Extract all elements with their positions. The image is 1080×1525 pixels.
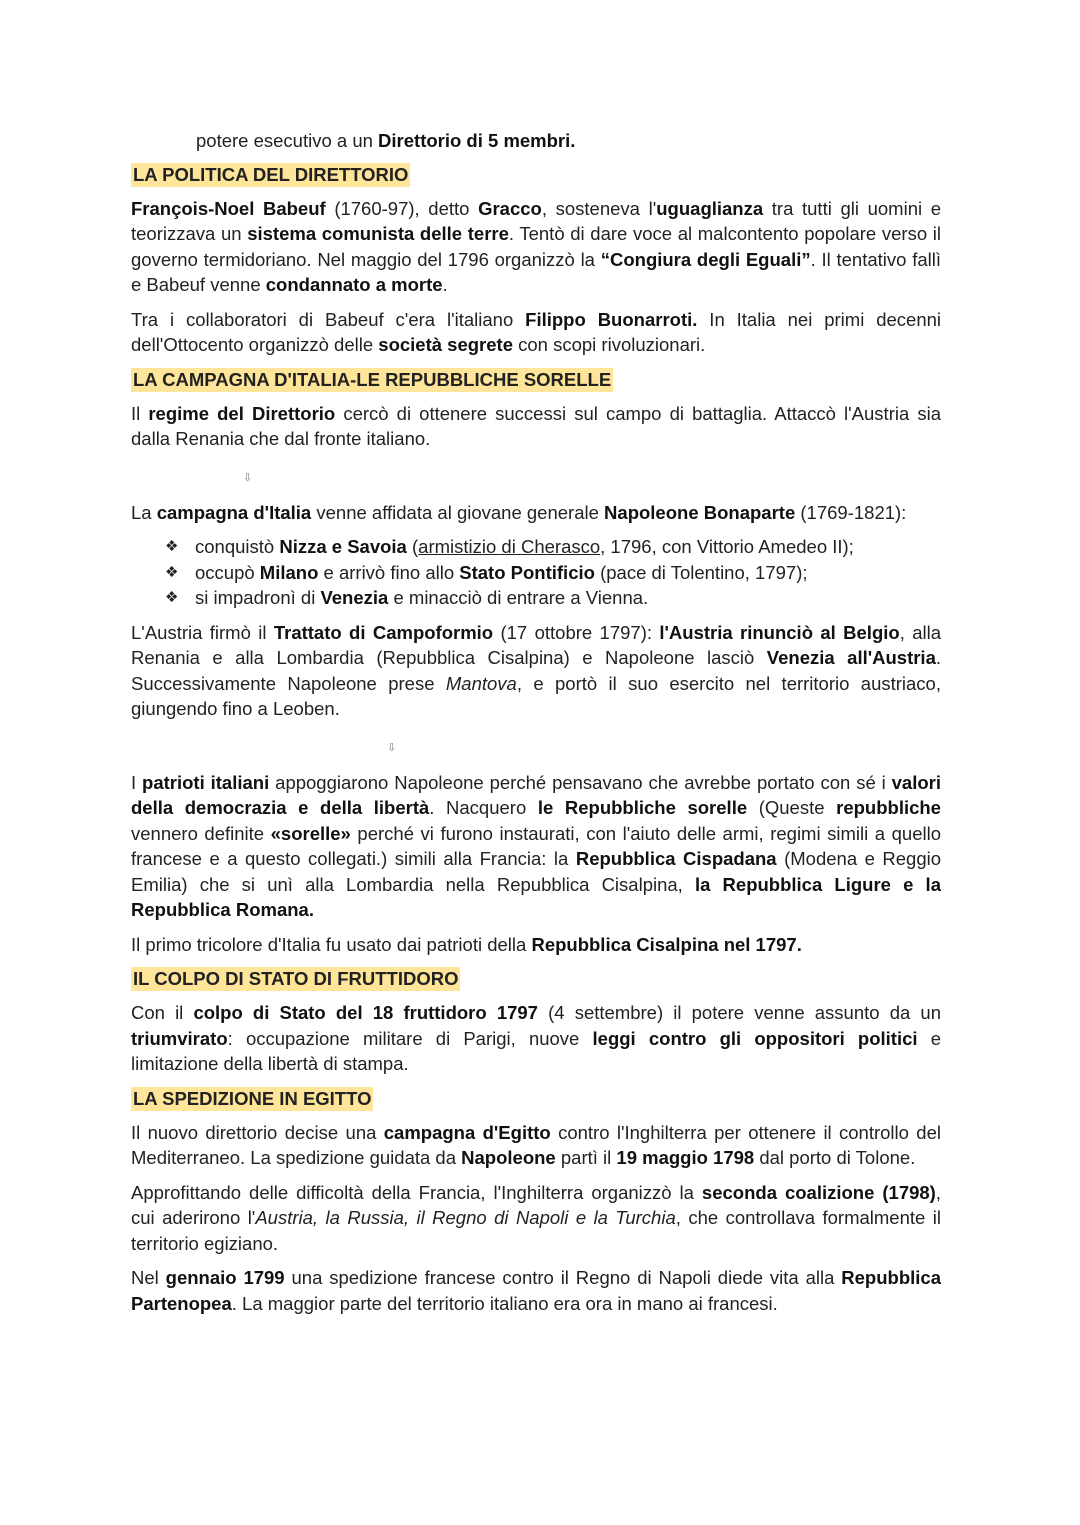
section-heading-egitto: LA SPEDIZIONE IN EGITTO — [133, 1087, 372, 1109]
paragraph-campagna: La campagna d'Italia venne affidata al giovane generale Napoleone Bonaparte (1769-1821): — [131, 501, 907, 523]
list-item: ❖ si impadronì di Venezia e minacciò di entrare a Vienna. — [165, 585, 941, 611]
list-item: ❖ conquistò Nizza e Savoia (armistizio di Cherasco, 1796, con Vittorio Amedeo II); — [165, 534, 941, 560]
paragraph-babeuf: François-Noel Babeuf (1760-97), detto Gracco, sosteneva l'uguaglianza tra tutti gli uomini e teorizzava un sistema comunista delle terre. Tentò di dare voce al malcontento popolare verso il governo termidoriano. Nel maggio del 1796 organizzò la “Congiura degli Eguali”. Il tentativo fallì e Babeuf venne condannato a morte. — [131, 197, 942, 295]
section-heading-fruttidoro: IL COLPO DI STATO DI FRUTTIDORO — [133, 968, 459, 989]
paragraph-regime: Il regime del Direttorio cercò di ottenere successi sul campo di battaglia. Attaccò l'Austria sia dalla Renania che dal fronte italiano. — [131, 402, 942, 449]
section-heading-campagna: LA CAMPAGNA D'ITALIA-LE REPUBBLICHE SORELLE — [133, 368, 612, 390]
conquest-list — [131, 534, 941, 611]
list-item: ❖ occupò Milano e arrivò fino allo Stato Pontificio (pace di Tolentino, 1797); — [165, 560, 941, 586]
bullet-icon: ❖ — [165, 538, 179, 555]
document-page — [131, 128, 941, 1325]
paragraph-seconda-coalizione: Approfittando delle difficoltà della Francia, l'Inghilterra organizzò la seconda coalizione (1798), cui aderirono l'Austria, la Russia, il Regno di Napoli e la Turchia, che controllava formalmente il territorio egiziano. — [131, 1181, 941, 1254]
paragraph-patrioti: I patrioti italiani appoggiarono Napoleone perché pensavano che avrebbe portato con sé i valori della democrazia e della libertà. Nacquero le Repubbliche sorelle (Queste repubbliche vennero definite «sorelle» perché vi furono instaurati, con l'aiuto delle armi, regimi simili a quello francese e a questo collegati.) simili alla Francia: la Repubblica Cispadana (Modena e Reggio Emilia) che si unì alla Lombardia nella Repubblica Cisalpina, la Repubblica Ligure e la Repubblica Romana. — [131, 771, 942, 920]
section-heading-politica: LA POLITICA DEL DIRETTORIO — [133, 163, 409, 185]
bullet-icon: ❖ — [165, 563, 179, 581]
continuation-line: potere esecutivo a un Direttorio di 5 membri. — [196, 130, 576, 151]
down-arrow-icon: ⇩ — [243, 471, 253, 484]
paragraph-buonarroti: Tra i collaboratori di Babeuf c'era l'italiano Filippo Buonarroti. In Italia nei primi decenni dell'Ottocento organizzò delle società segrete con scopi rivoluzionari. — [131, 308, 942, 355]
paragraph-tricolore: Il primo tricolore d'Italia fu usato dai patrioti della Repubblica Cisalpina nel 1797. — [131, 933, 802, 955]
bullet-icon: ❖ — [165, 589, 179, 606]
paragraph-direttorio-egitto: Il nuovo direttorio decise una campagna d'Egitto contro l'Inghilterra per ottenere il controllo del Mediterraneo. La spedizione guidata da Napoleone partì il 19 maggio 1798 dal porto di Tolone. — [131, 1121, 941, 1168]
paragraph-partenopea: Nel gennaio 1799 una spedizione francese contro il Regno di Napoli diede vita alla Repubblica Partenopea. La maggior parte del territorio italiano era ora in mano ai francesi. — [131, 1267, 941, 1314]
paragraph-colpo-di-stato: Con il colpo di Stato del 18 fruttidoro 1797 (4 settembre) il potere venne assunto da un triumvirato: occupazione militare di Parigi, nuove leggi contro gli oppositori politici e limitazione della libertà di stampa. — [131, 1002, 942, 1074]
down-arrow-icon: ⇩ — [387, 741, 397, 754]
paragraph-campoformio: L'Austria firmò il Trattato di Campoformio (17 ottobre 1797): l'Austria rinunciò al Belgio, alla Renania e alla Lombardia (Repubblica Cisalpina) e Napoleone lasciò Venezia all'Austria. Successivamente Napoleone prese Mantova, e portò il suo esercito nel territorio austriaco, giungendo fino a Leoben. — [131, 621, 941, 719]
